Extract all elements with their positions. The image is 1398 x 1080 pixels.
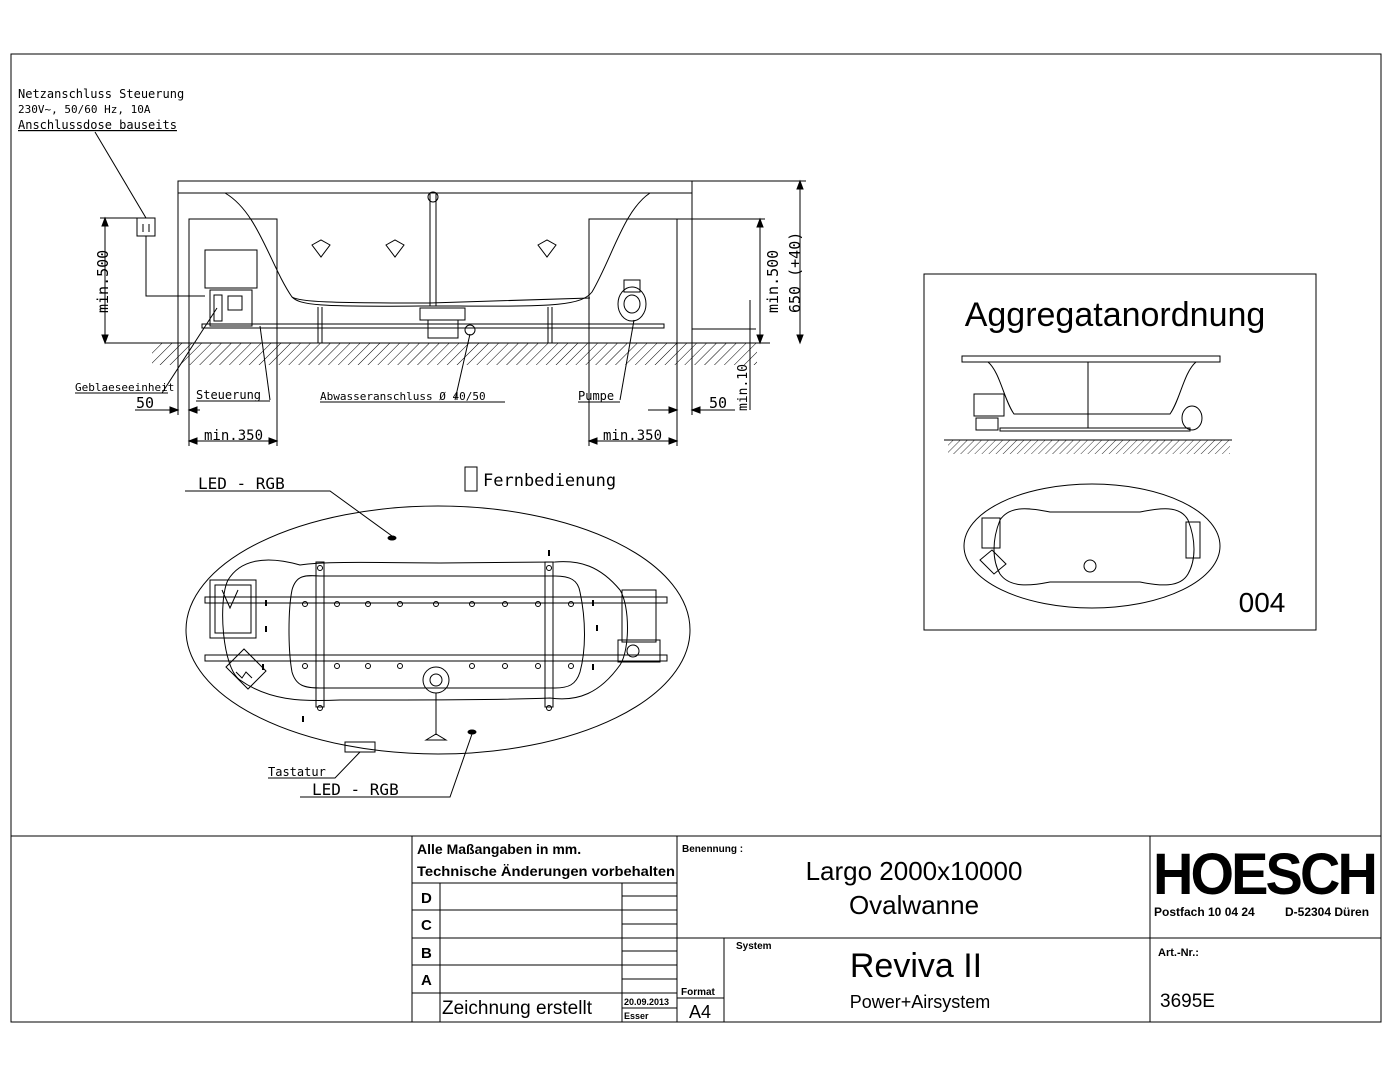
power-note-line-2: 230V~, 50/60 Hz, 10A	[18, 103, 151, 116]
revision-d: D	[421, 890, 432, 907]
jets	[303, 536, 574, 734]
format-label: Format	[681, 987, 715, 998]
inset-title: Aggregatanordnung	[964, 296, 1266, 334]
label-drain: Abwasseranschluss Ø 40/50	[320, 390, 486, 403]
format-value: A4	[689, 1002, 712, 1022]
artnr-label: Art.-Nr.:	[1158, 947, 1199, 959]
postfach: Postfach 10 04 24	[1154, 905, 1255, 919]
dim-50-left: 50	[136, 394, 155, 412]
note-line-1: Alle Maßangaben in mm.	[417, 841, 582, 857]
system-name: Reviva II	[849, 947, 983, 985]
revision-c: C	[421, 917, 432, 934]
address: D-52304 Düren	[1285, 905, 1370, 919]
note-line-2: Technische Änderungen vorbehalten	[417, 863, 675, 879]
dim-min10: min.10	[736, 364, 751, 411]
revision-a: A	[421, 972, 432, 989]
power-note-line-3: Anschlussdose bauseits	[18, 118, 177, 132]
dim-min350-right: min.350	[603, 428, 663, 444]
label-led-bottom: LED - RGB	[312, 780, 399, 799]
inset-number: 004	[1238, 587, 1286, 618]
dim-right-min500: min.500	[764, 249, 782, 313]
label-remote: Fernbedienung	[483, 471, 617, 491]
label-blower: Geblaeseeinheit	[75, 381, 175, 394]
revision-b: B	[421, 945, 432, 962]
label-pump: Pumpe	[578, 389, 615, 403]
artnr-value: 3695E	[1160, 991, 1215, 1012]
product-line-2: Ovalwanne	[848, 890, 980, 920]
created-author: Esser	[624, 1011, 649, 1021]
label-led-top: LED - RGB	[198, 474, 285, 493]
system-label: System	[736, 941, 772, 952]
benennung-label: Benennung :	[682, 844, 744, 855]
dim-50-right: 50	[709, 394, 728, 412]
label-keypad: Tastatur	[268, 765, 326, 779]
dim-height: 650 (+40)	[786, 231, 804, 313]
product-line-1: Largo 2000x10000	[805, 856, 1023, 886]
label-control: Steuerung	[196, 388, 262, 402]
created-label: Zeichnung erstellt	[442, 998, 592, 1019]
system-sub: Power+Airsystem	[849, 992, 991, 1012]
dim-left-min500: min.500	[94, 249, 112, 313]
top-view	[185, 467, 690, 797]
inset-panel	[924, 274, 1316, 630]
created-date: 20.09.2013	[624, 997, 670, 1007]
brand-logo: HOESCH	[1153, 842, 1375, 907]
power-note-line-1: Netzanschluss Steuerung	[18, 87, 185, 101]
dim-min350-left: min.350	[204, 428, 264, 444]
